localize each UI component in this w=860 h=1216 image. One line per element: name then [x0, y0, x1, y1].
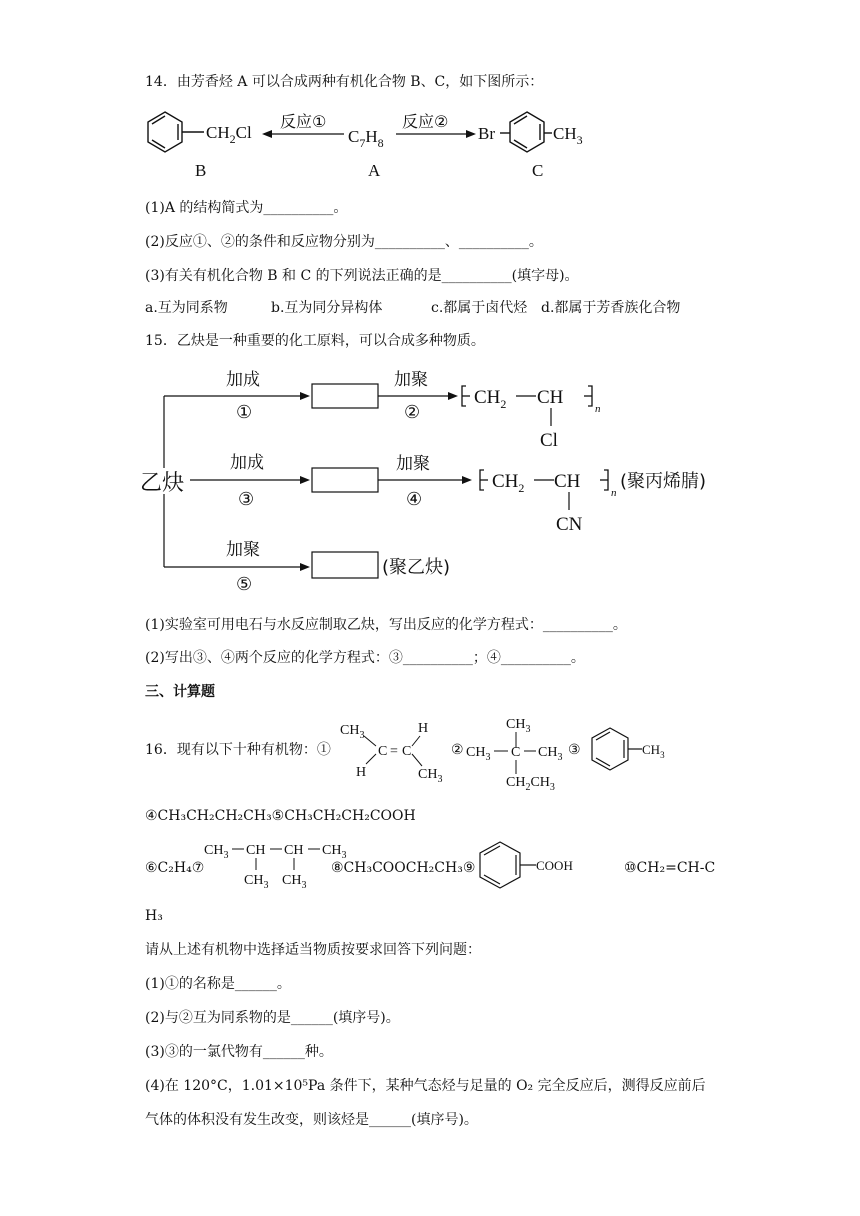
arrow-right-icon: [462, 476, 472, 484]
polyacetylene-name: (聚乙炔): [382, 557, 451, 578]
q14-question-1: (1)A 的结构简式为__________。: [145, 200, 348, 216]
q15-question-2: (2)写出③、④两个反应的化学方程式：③__________；④__________。: [145, 650, 585, 666]
q14-question-3: (3)有关有机化合物 B 和 C 的下列说法正确的是__________(填字母)。: [145, 268, 579, 284]
pvc-ch: CH: [537, 387, 564, 408]
q16-question-3: (3)③的一氯代物有______种。: [145, 1044, 333, 1060]
benzene-ring-icon: [500, 112, 552, 152]
svg-text:CH3: $CH_3$: [418, 767, 443, 785]
benzene-ring-icon: [592, 728, 642, 770]
branch1-polymerize: 加聚: [394, 370, 428, 390]
svg-text:CH3: $CH_3$: [506, 717, 531, 735]
q16-question-2: (2)与②互为同系物的是______(填序号)。: [145, 1010, 400, 1026]
label-a: A: [368, 161, 381, 180]
svg-text:CH3: $CH_3$: [340, 723, 365, 741]
branch3-num: ⑤: [236, 574, 253, 595]
branch2-num: ③: [238, 489, 255, 510]
q15-title: 15．乙炔是一种重要的化工原料，可以合成多种物质。: [145, 333, 485, 349]
svg-text:CH3: $CH_3$: [322, 843, 347, 861]
molecule-6-7-label: ⑥C₂H₄⑦: [145, 860, 205, 876]
molecule-2-label: ②: [451, 742, 464, 758]
svg-text:H: H: [356, 765, 367, 780]
svg-text:=: =: [390, 744, 398, 759]
c-ch3: CH: [553, 124, 577, 143]
q16-question-4-line1: (4)在 120°C，1.01×10⁵Pa 条件下，某种气态烃与足量的 O₂ 完全反应后，测得反应前后: [145, 1078, 706, 1094]
option-b: b.互为同分异构体: [271, 300, 383, 316]
q14-reaction-scheme: [140, 102, 620, 184]
q14-options: [145, 298, 680, 318]
label-b: B: [195, 161, 207, 180]
a-c: C: [348, 127, 360, 146]
arrow-right-icon: [300, 563, 310, 571]
q14-title: 14．由芳香烃 A 可以合成两种有机化合物 B、C，如下图所示：: [145, 74, 544, 90]
blank-box-1: [312, 384, 378, 408]
arrow-left-icon: [262, 130, 272, 138]
arrow-right-icon: [300, 476, 310, 484]
svg-text:CH3: $CH_3$: [538, 745, 563, 763]
q16-line-4-5: ④CH₃CH₂CH₂CH₃⑤CH₃CH₂CH₂COOH: [145, 808, 416, 824]
svg-text:H: H: [418, 721, 429, 736]
benzene-ring-icon: [480, 842, 536, 888]
q14-question-2: (2)反应①、②的条件和反应物分别为__________、__________。: [145, 234, 543, 250]
pvc-cl: Cl: [540, 430, 558, 451]
label-c: C: [532, 161, 544, 180]
svg-text:CH3: $CH_3$: [642, 742, 665, 760]
reaction-2-label: 反应②: [402, 112, 449, 131]
c-br: Br: [478, 124, 495, 143]
branch2-polymerize: 加聚: [396, 454, 430, 474]
branch1-addition: 加成: [226, 370, 260, 390]
q16-question-4-line2: 气体的体积没有发生改变，则该烃是______(填序号)。: [145, 1112, 478, 1128]
svg-text:CH3: $CH_3$: [466, 745, 491, 763]
svg-text:C7H8: $C_7H_8$: [348, 127, 384, 150]
benzene-ring-icon: [148, 112, 204, 152]
svg-text:CH3: $CH_3$: [244, 873, 269, 891]
molecule-10: ⑩CH₂=CH-C: [624, 860, 716, 876]
option-c: c.都属于卤代烃: [431, 300, 528, 316]
svg-text:CH2CH3: $CH_2CH_3$: [506, 775, 555, 793]
branch2-addition: 加成: [230, 453, 264, 473]
molecule-1: [338, 716, 458, 786]
q16-title: 16．现有以下十种有机物：①: [145, 742, 331, 758]
branch3-polymerize: 加聚: [226, 540, 260, 560]
molecule-3-label: ③: [568, 742, 581, 758]
acetylene-label: 乙炔: [140, 471, 185, 496]
pan-name: (聚丙烯腈): [620, 471, 707, 492]
molecule-3: [580, 722, 690, 778]
pan-ch: CH: [554, 471, 581, 492]
cooh-label: COOH: [536, 858, 573, 873]
pan-ch2: CH: [492, 471, 519, 492]
arrow-right-icon: [300, 392, 310, 400]
arrow-right-icon: [466, 130, 476, 138]
svg-text:CH: CH: [246, 843, 266, 858]
q16-question-1: (1)①的名称是______。: [145, 976, 291, 992]
section-heading: 三、计算题: [145, 684, 215, 700]
molecule-8-9-label: ⑧CH₃COOCH₂CH₃⑨: [331, 860, 476, 876]
q15-synthesis-diagram: [140, 362, 740, 595]
molecule-2: [464, 708, 574, 794]
svg-text:C: C: [511, 745, 521, 760]
svg-text:C: C: [402, 744, 412, 759]
pan-cn: CN: [556, 514, 583, 535]
pvc-n: n: [595, 403, 601, 415]
svg-text:CH2: $CH_2$: [474, 387, 507, 411]
svg-text:CH2Cl: $CH_2Cl$: [206, 123, 252, 146]
reaction-1-label: 反应①: [280, 112, 327, 131]
pvc-ch2: CH: [474, 387, 501, 408]
svg-text:CH3: $CH_3$: [282, 873, 307, 891]
arrow-right-icon: [448, 392, 458, 400]
b-ch: CH: [206, 123, 230, 142]
molecule-9: [466, 838, 596, 894]
svg-text:C: C: [378, 744, 388, 759]
q15-question-1: (1)实验室可用电石与水反应制取乙炔，写出反应的化学方程式：__________。: [145, 617, 627, 633]
svg-text:CH3: $CH_3$: [553, 124, 583, 147]
svg-text:CH2: $CH_2$: [492, 471, 525, 495]
molecule-10-wrap: H₃: [145, 908, 163, 924]
branch1-num: ①: [236, 402, 253, 423]
branch1-poly-num: ②: [404, 402, 421, 423]
option-a: a.互为同系物: [145, 300, 228, 316]
molecule-7: [202, 836, 347, 892]
svg-text:CH3: $CH_3$: [204, 843, 229, 861]
svg-text:CH: CH: [284, 843, 304, 858]
blank-box-2: [312, 468, 378, 492]
blank-box-3: [312, 552, 378, 578]
pan-n: n: [611, 487, 617, 499]
option-d: d.都属于芳香族化合物: [541, 300, 681, 316]
branch2-poly-num: ④: [406, 489, 423, 510]
q16-instruction: 请从上述有机物中选择适当物质按要求回答下列问题：: [145, 942, 481, 958]
